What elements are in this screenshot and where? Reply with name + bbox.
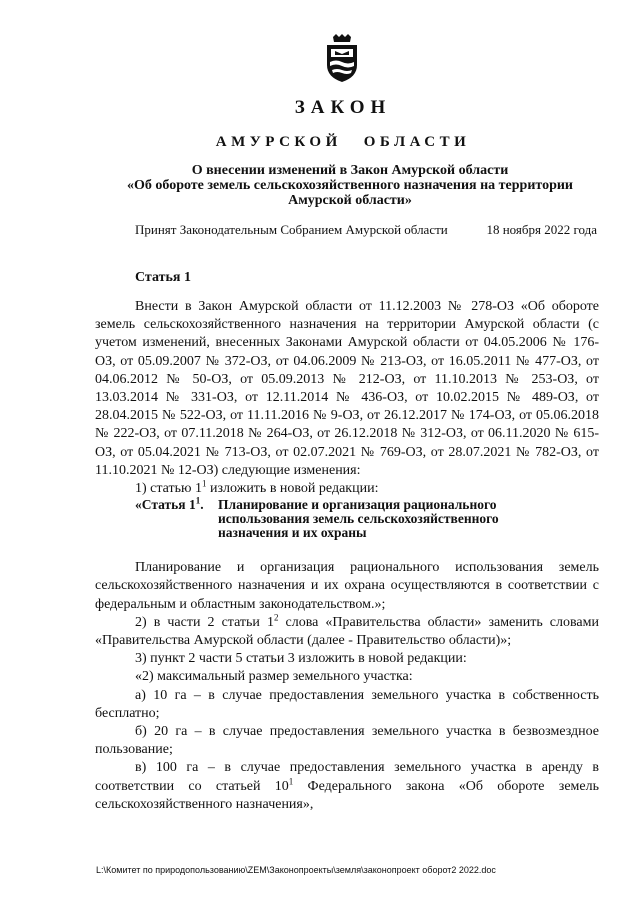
item-1 [95,480,599,498]
law-title-line-2: «Об обороте земель сельскохозяйственного назначения на территории [126,178,573,193]
region-title [0,134,640,151]
item-2-text: 2) в части 2 статьи 1 [135,614,274,630]
article-intro: Внести в Закон Амурской области от 11.12.2003 № 278-ОЗ «Об обороте земель сельскохозяйственного назначения на территории Амурской области (с учетом изменений, внесенных Законами Амурской области от 04.05.2006 № 176-ОЗ, от 05.09.2007 № 372-ОЗ, от 04.06.2009 № 213-ОЗ, от 16.05.2011 № 477-ОЗ, от 04.06.2012 № 50-ОЗ, от 05.09.2013 № 212-ОЗ, от 11.10.2013 № 253-ОЗ, от 13.03.2014 № 331-ОЗ, от 12.11.2014 № 436-ОЗ, от 10.02.2015 № 489-ОЗ, от 28.04.2015 № 522-ОЗ, от 11.11.2016 № 9-ОЗ, от 26.12.2017 № 174-ОЗ, от 05.06.2018 № 222-ОЗ, от 07.11.2018 № 264-ОЗ, от 26.12.2018 № 312-ОЗ, от 06.11.2020 № 615-ОЗ, от 05.04.2021 № 713-ОЗ, от 02.07.2021 № 769-ОЗ, от 28.07.2021 № 782-ОЗ, от 11.10.2021 № 12-ОЗ) следующие изменения: [95,299,599,478]
subitem-v-superscript: 1 [288,776,294,787]
region-word-2: ОБЛАСТИ [363,134,471,150]
subitem-v-text: в) 100 га – в случае предоставления земельного участка в аренду в соответствии со статьей 10 [95,760,599,794]
subitem-2: «2) максимальный размер земельного участка: [135,669,413,685]
article-heading: Статья 1 [135,270,191,285]
law-title [90,163,610,208]
subitem-v [95,759,599,814]
item-3: 3) пункт 2 части 5 статьи 3 изложить в новой редакции: [135,651,467,667]
subitem-v-text-end: Федерального закона «Об обороте земель сельскохозяйственного назначения», [95,778,599,812]
document-type-title: ЗАКОН [294,97,392,118]
adopted-date: 18 ноября 2022 года [486,222,597,237]
quoted-article-heading [95,495,599,541]
article-body [95,298,599,814]
item-1-superscript: 1 [201,478,207,489]
quoted-article-line-1: Планирование и организация рационального [218,497,497,513]
law-title-line-1: О внесении изменений в Закон Амурской области [191,163,509,178]
quoted-article-label: «Статья 1 [135,497,196,513]
quoted-article-line-3: назначения и их охраны [218,525,367,541]
adopted-by: Принят Законодательным Собранием Амурской области [135,222,448,237]
item-1-text: 1) статью 1 [135,481,202,497]
law-title-line-3: Амурской области» [288,193,412,208]
subitem-b: б) 20 га – в случае предоставления земельного участка в безвозмездное пользование; [95,724,599,758]
file-path-footer: L:\Комитет по природопользованию\ZEM\Законопроекты\земля\законопроект оборот2 2022.doc [96,865,496,875]
region-word-1: АМУРСКОЙ [215,134,342,150]
coat-of-arms-icon [323,33,361,83]
item-2-text-end: слова «Правительства области» заменить словами «Правительства Амурской области (далее - Правительство области)»; [95,614,599,649]
quoted-article-line-2: использования земель сельскохозяйственного [218,511,499,527]
item-2 [95,614,599,650]
quoted-article-label-end: . [200,497,204,513]
quoted-article-superscript: 1 [195,495,201,506]
planning-paragraph: Планирование и организация рационального использования земель сельскохозяйственного назначения и их охрана осуществляются в соответствии с федеральным и областным законодательством.»; [95,560,599,612]
subitem-a: а) 10 га – в случае предоставления земельного участка в собственность бесплатно; [95,687,599,721]
item-2-superscript: 2 [273,612,279,623]
item-1-text-end: изложить в новой редакции: [206,481,379,497]
